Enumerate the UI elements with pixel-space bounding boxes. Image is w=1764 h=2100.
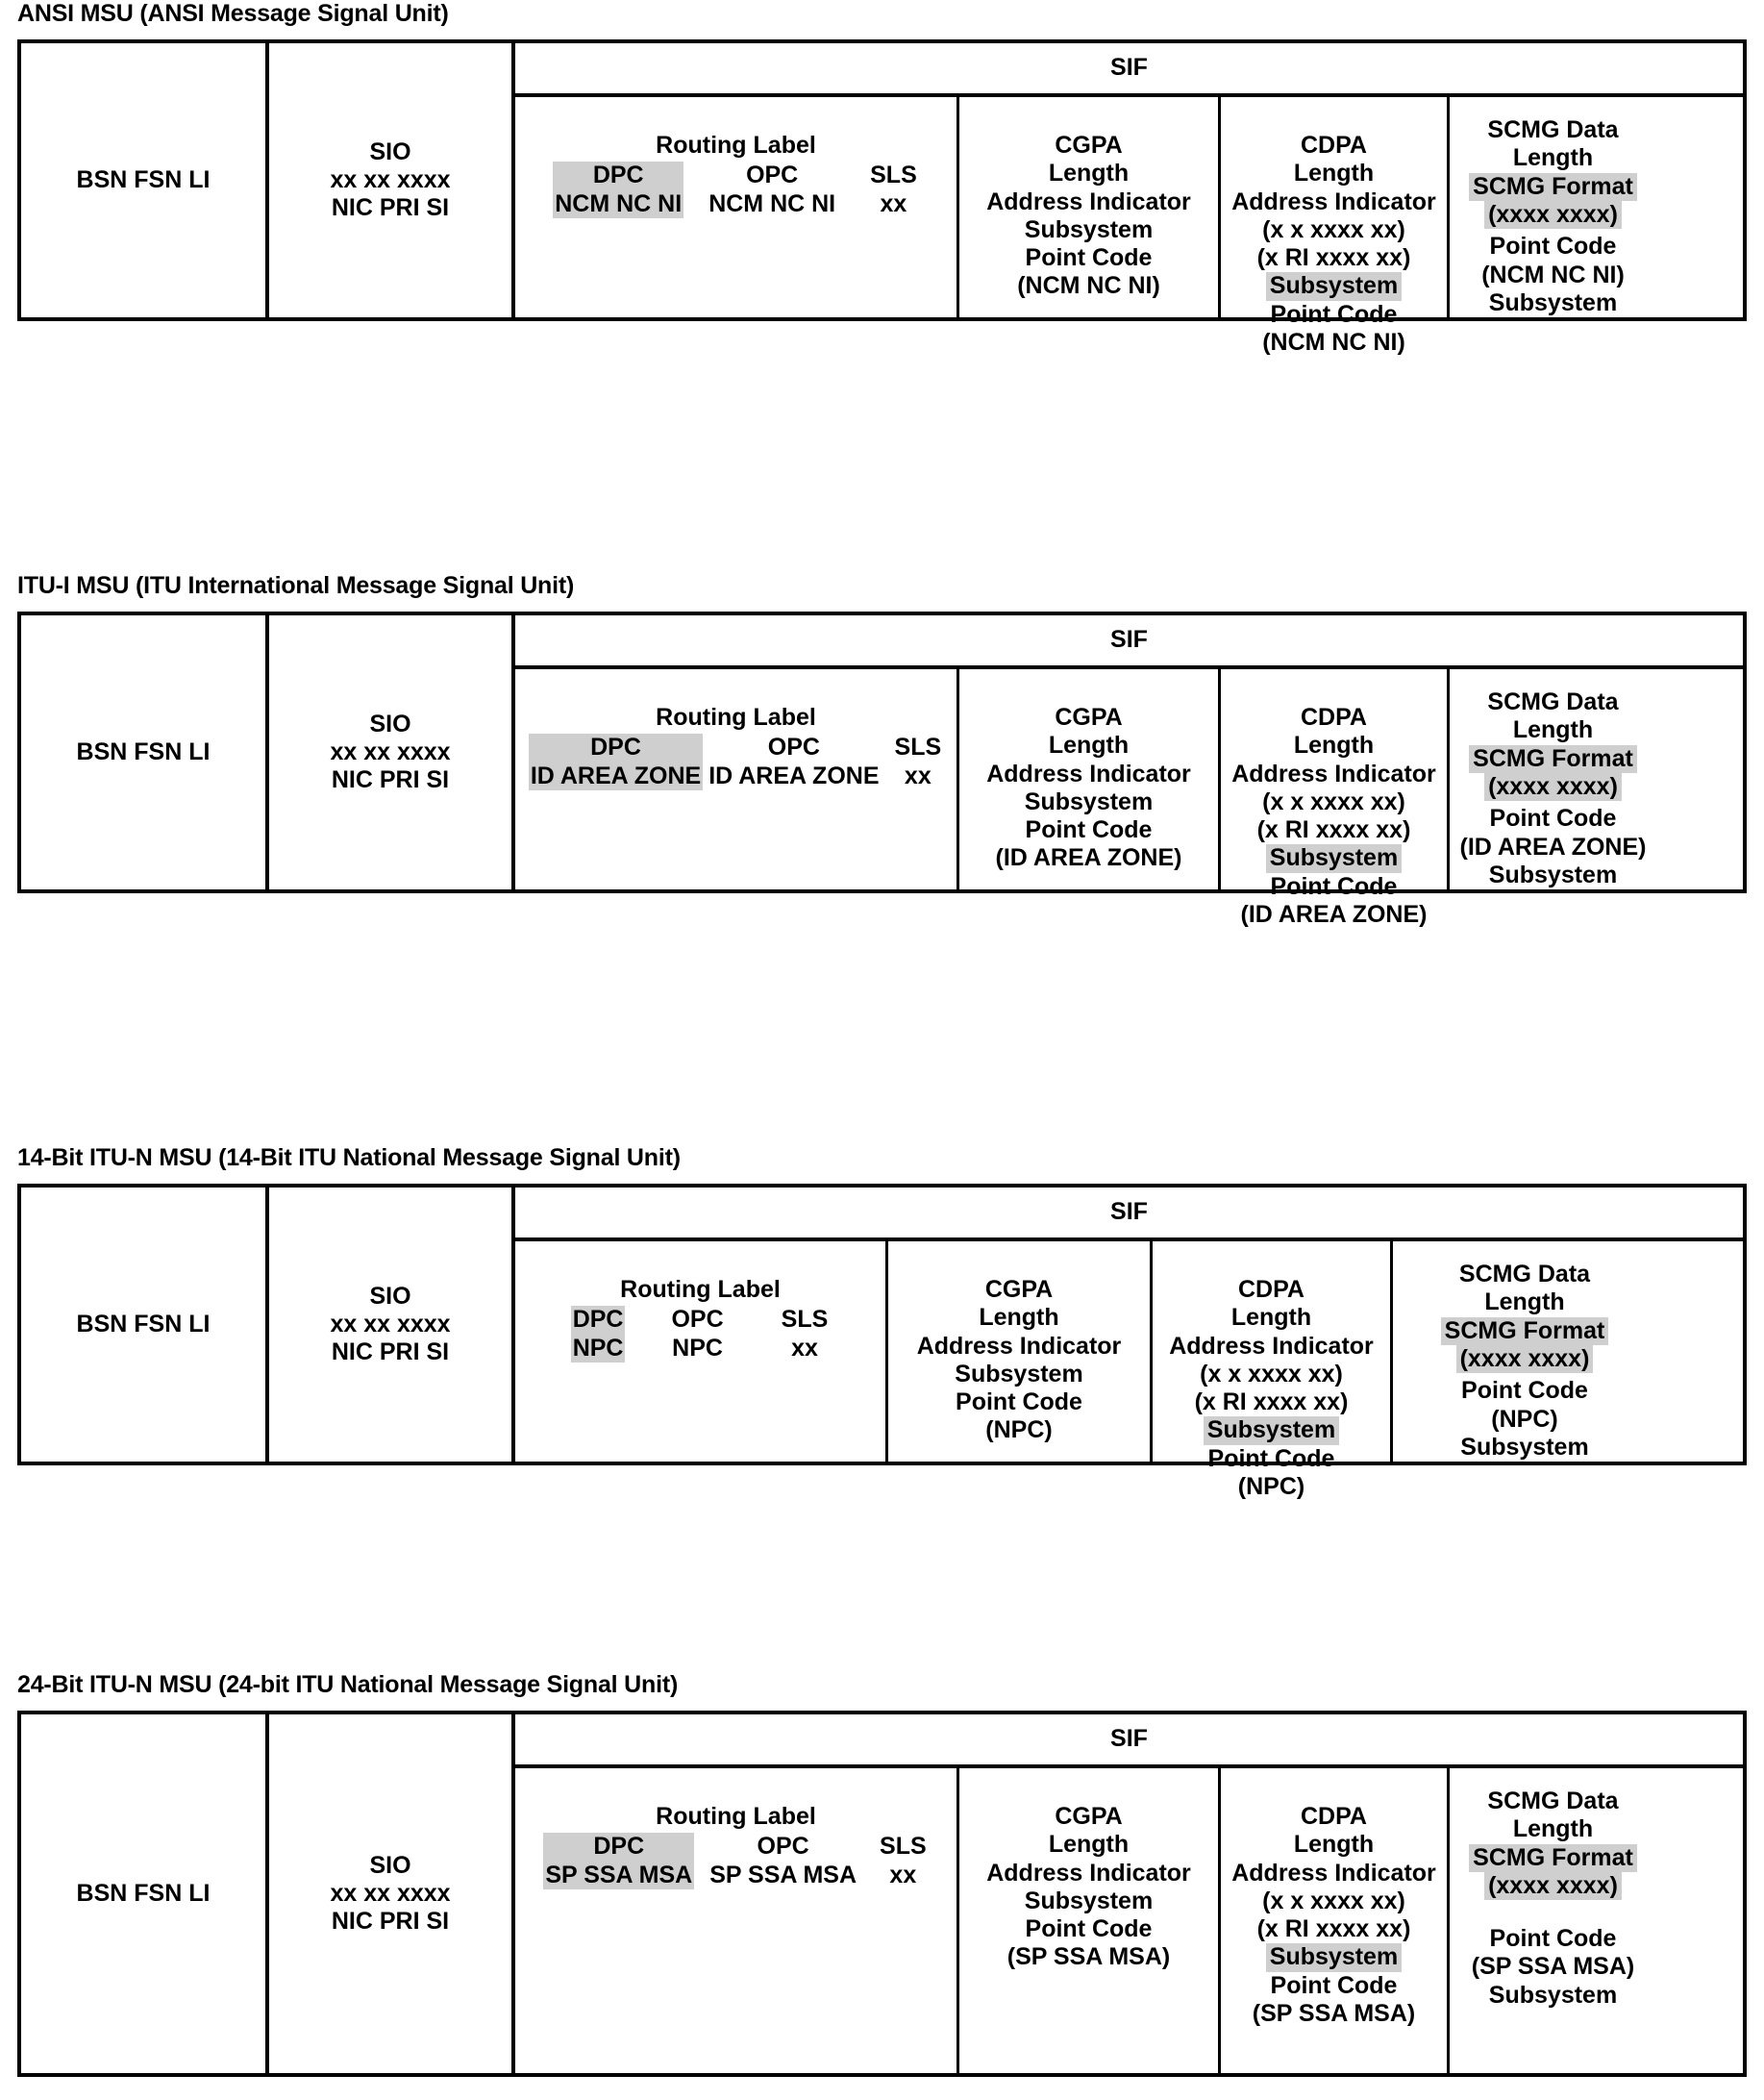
- dpc-code: NPC: [572, 1334, 624, 1362]
- sif-header: [515, 43, 1743, 97]
- scmg-format-label: SCMG Format: [1441, 1317, 1609, 1345]
- scmg-length: Length: [1512, 144, 1594, 172]
- sio-fields: NIC PRI SI: [331, 1338, 450, 1366]
- msu-block-itu-i: [17, 572, 1747, 928]
- sio-title: SIO: [369, 138, 411, 165]
- cgpa-point-code-value: (ID AREA ZONE): [995, 844, 1182, 872]
- column-bsn-fsn-li: [21, 43, 269, 317]
- sio-title: SIO: [369, 1282, 411, 1310]
- sif-header: [515, 1714, 1743, 1768]
- msu-table-itu-n-14: [17, 1184, 1747, 1500]
- cgpa-point-code: Point Code: [1025, 1915, 1153, 1942]
- cgpa-address-indicator: Address Indicator: [986, 188, 1191, 215]
- msu-block-itu-n-14: [17, 1144, 1747, 1500]
- cdpa-ai-bits-2: (x RI xxxx xx): [1194, 1388, 1349, 1415]
- msu-block-ansi: [17, 0, 1747, 356]
- scmg-point-code-value: (SP SSA MSA): [1471, 1953, 1635, 1981]
- opc-code: ID AREA ZONE: [708, 762, 880, 789]
- dpc-label: DPC: [593, 1833, 645, 1861]
- sio-fields: NIC PRI SI: [331, 1908, 450, 1936]
- sio-bits: xx xx xxxx: [330, 1879, 451, 1907]
- cgpa-subsystem: Subsystem: [1024, 788, 1154, 815]
- sio-title: SIO: [369, 1851, 411, 1879]
- sif-body: [515, 669, 1743, 928]
- cgpa-address-indicator: Address Indicator: [986, 760, 1191, 788]
- sif-body: [515, 1241, 1743, 1500]
- scmg-point-code: Point Code: [1489, 805, 1617, 833]
- cdpa-point-code-value: (NCM NC NI): [1262, 328, 1405, 356]
- scmg-subsystem: Subsystem: [1488, 288, 1618, 316]
- opc-label: OPC: [671, 1306, 724, 1334]
- scmg-subsystem: Subsystem: [1488, 1981, 1618, 2009]
- cdpa-subsystem: Subsystem: [1266, 1943, 1402, 1971]
- opc-code: NCM NC NI: [708, 189, 836, 217]
- cdpa-subsystem: Subsystem: [1266, 272, 1402, 300]
- sls-label: SLS: [781, 1306, 829, 1334]
- cgpa-length: Length: [979, 1304, 1059, 1332]
- block-title-itu-n-24: 24-Bit ITU-N MSU (24-bit ITU National Message Signal Unit): [17, 1671, 679, 1698]
- msu-table-itu-i: [17, 612, 1747, 928]
- routing-opc-group: [625, 1306, 725, 1362]
- sls-value: xx: [904, 762, 932, 789]
- sio-fields: NIC PRI SI: [331, 766, 450, 794]
- column-sio: [269, 1714, 515, 2073]
- opc-label: OPC: [746, 162, 799, 189]
- scmg-point-code-value: (NCM NC NI): [1481, 261, 1625, 288]
- sls-label: SLS: [870, 162, 917, 189]
- scmg-data-label: SCMG Data: [1487, 1788, 1619, 1814]
- dpc-label: DPC: [572, 1306, 624, 1334]
- cdpa-ai-bits-1: (x x xxxx xx): [1262, 788, 1405, 815]
- sio-bits: xx xx xxxx: [330, 1310, 451, 1338]
- cdpa-address-indicator: Address Indicator: [1169, 1332, 1374, 1360]
- routing-label-title: Routing Label: [620, 1276, 781, 1303]
- subcolumn-scmg: [1450, 669, 1656, 889]
- cdpa-ai-bits-1: (x x xxxx xx): [1200, 1360, 1343, 1388]
- routing-dpc-group: [553, 162, 683, 218]
- column-bsn-fsn-li: [21, 1188, 269, 1462]
- subcolumn-cdpa: [1221, 669, 1450, 928]
- cdpa-subsystem: Subsystem: [1266, 844, 1402, 872]
- subcolumn-routing-label: [515, 1768, 959, 2073]
- cgpa-point-code-value: (SP SSA MSA): [1006, 1943, 1171, 1971]
- cdpa-point-code: Point Code: [1270, 300, 1398, 328]
- msu-table-ansi: [17, 39, 1747, 356]
- cdpa-length: Length: [1293, 732, 1375, 760]
- cdpa-label: CDPA: [1301, 704, 1367, 731]
- cgpa-label: CGPA: [1055, 132, 1123, 159]
- cdpa-length: Length: [1293, 160, 1375, 188]
- bsn-fsn-li-label: BSN FSN LI: [76, 1879, 211, 1907]
- scmg-data-label: SCMG Data: [1487, 688, 1619, 715]
- cdpa-address-indicator: Address Indicator: [1231, 760, 1436, 788]
- dpc-label: DPC: [592, 162, 644, 189]
- sio-bits: xx xx xxxx: [330, 738, 451, 765]
- cgpa-label: CGPA: [1055, 1803, 1123, 1830]
- bsn-fsn-li-label: BSN FSN LI: [76, 738, 211, 765]
- cgpa-address-indicator: Address Indicator: [986, 1859, 1191, 1887]
- subcolumn-routing-label: [515, 97, 959, 317]
- column-sif: [515, 615, 1743, 928]
- column-sio: [269, 43, 515, 317]
- scmg-format-bits: (xxxx xxxx): [1456, 1345, 1594, 1373]
- cgpa-address-indicator: Address Indicator: [916, 1332, 1122, 1360]
- scmg-format-label: SCMG Format: [1469, 745, 1637, 773]
- scmg-subsystem: Subsystem: [1460, 1433, 1589, 1461]
- cdpa-label: CDPA: [1301, 132, 1367, 159]
- routing-opc-group: [694, 1833, 858, 1889]
- scmg-format-bits: (xxxx xxxx): [1484, 1872, 1622, 1900]
- column-bsn-fsn-li: [21, 1714, 269, 2073]
- sls-value: xx: [880, 189, 907, 217]
- sls-value: xx: [791, 1334, 818, 1362]
- column-bsn-fsn-li: [21, 615, 269, 889]
- subcolumn-cdpa: [1221, 97, 1450, 356]
- scmg-data-label: SCMG Data: [1458, 1261, 1591, 1288]
- sif-body: [515, 1768, 1743, 2073]
- sif-body: [515, 97, 1743, 356]
- cgpa-length: Length: [1048, 160, 1130, 188]
- cdpa-subsystem: Subsystem: [1204, 1416, 1339, 1444]
- subcolumn-cdpa: [1221, 1768, 1450, 2073]
- routing-dpc-group: [529, 734, 703, 790]
- column-sio: [269, 615, 515, 889]
- scmg-format-bits: (xxxx xxxx): [1484, 773, 1622, 801]
- subcolumn-cgpa: [959, 1768, 1221, 2073]
- cdpa-point-code-value: (SP SSA MSA): [1252, 1999, 1416, 2027]
- sls-label: SLS: [894, 734, 942, 762]
- subcolumn-routing-label: [515, 669, 959, 889]
- bsn-fsn-li-label: BSN FSN LI: [76, 1310, 211, 1338]
- block-title-ansi: ANSI MSU (ANSI Message Signal Unit): [17, 0, 449, 27]
- cgpa-subsystem: Subsystem: [1024, 1887, 1154, 1914]
- sif-label: SIF: [1110, 1198, 1148, 1226]
- subcolumn-cgpa: [959, 669, 1221, 889]
- scmg-point-code: Point Code: [1461, 1377, 1588, 1405]
- cgpa-label: CGPA: [984, 1276, 1054, 1303]
- msu-table-itu-n-24: [17, 1711, 1747, 2077]
- cdpa-ai-bits-1: (x x xxxx xx): [1262, 1887, 1405, 1914]
- dpc-code: SP SSA MSA: [545, 1861, 693, 1888]
- dpc-code: NCM NC NI: [555, 189, 683, 217]
- cgpa-point-code: Point Code: [1025, 244, 1153, 271]
- cdpa-ai-bits-1: (x x xxxx xx): [1262, 215, 1405, 243]
- block-title-itu-i: ITU-I MSU (ITU International Message Signal Unit): [17, 572, 575, 599]
- scmg-point-code-value: (ID AREA ZONE): [1459, 833, 1647, 861]
- subcolumn-scmg: [1393, 1241, 1656, 1462]
- cdpa-address-indicator: Address Indicator: [1231, 1859, 1436, 1887]
- routing-label-title: Routing Label: [656, 132, 816, 159]
- sif-label: SIF: [1110, 626, 1148, 654]
- cgpa-point-code-value: (NCM NC NI): [1017, 272, 1160, 300]
- sls-label: SLS: [880, 1833, 927, 1861]
- column-sif: [515, 43, 1743, 356]
- sio-title: SIO: [369, 710, 411, 738]
- cdpa-ai-bits-2: (x RI xxxx xx): [1256, 244, 1411, 271]
- scmg-format-bits: (xxxx xxxx): [1484, 201, 1622, 229]
- sif-label: SIF: [1110, 1725, 1148, 1753]
- subcolumn-cdpa: [1153, 1241, 1393, 1500]
- sif-label: SIF: [1110, 54, 1148, 82]
- column-sif: [515, 1188, 1743, 1500]
- cgpa-subsystem: Subsystem: [1024, 215, 1154, 243]
- scmg-data-label: SCMG Data: [1487, 116, 1619, 143]
- scmg-point-code-value: (NPC): [1491, 1405, 1558, 1433]
- cdpa-point-code-value: (ID AREA ZONE): [1240, 900, 1428, 928]
- column-sif: [515, 1714, 1743, 2073]
- sio-fields: NIC PRI SI: [331, 194, 450, 222]
- cgpa-point-code: Point Code: [1025, 816, 1153, 843]
- routing-opc-group: [703, 734, 881, 790]
- opc-code: SP SSA MSA: [709, 1861, 857, 1888]
- subcolumn-cgpa: [959, 97, 1221, 317]
- cgpa-point-code-value: (NPC): [985, 1416, 1053, 1444]
- subcolumn-scmg: [1450, 97, 1656, 317]
- routing-sls-group: [837, 162, 919, 218]
- cdpa-point-code: Point Code: [1270, 1971, 1398, 1999]
- bsn-fsn-li-label: BSN FSN LI: [76, 165, 211, 193]
- cgpa-length: Length: [1048, 732, 1130, 760]
- msu-block-itu-n-24: [17, 1671, 1747, 2077]
- opc-label: OPC: [767, 734, 820, 762]
- dpc-code: ID AREA ZONE: [530, 762, 702, 789]
- cgpa-point-code: Point Code: [956, 1388, 1082, 1415]
- routing-sls-group: [882, 734, 944, 790]
- cdpa-point-code-value: (NPC): [1237, 1472, 1305, 1500]
- sif-header: [515, 1188, 1743, 1241]
- cdpa-point-code: Point Code: [1270, 872, 1398, 900]
- cdpa-ai-bits-2: (x RI xxxx xx): [1256, 1915, 1411, 1942]
- sio-bits: xx xx xxxx: [330, 165, 451, 193]
- routing-opc-group: [683, 162, 837, 218]
- cgpa-length: Length: [1048, 1831, 1130, 1859]
- block-title-itu-n-14: 14-Bit ITU-N MSU (14-Bit ITU National Message Signal Unit): [17, 1144, 681, 1171]
- cdpa-label: CDPA: [1238, 1276, 1304, 1303]
- scmg-format-label: SCMG Format: [1469, 1844, 1637, 1872]
- cdpa-address-indicator: Address Indicator: [1231, 188, 1436, 215]
- scmg-length: Length: [1512, 1815, 1594, 1843]
- routing-label-title: Routing Label: [656, 1803, 816, 1830]
- scmg-length: Length: [1484, 1288, 1565, 1316]
- cgpa-label: CGPA: [1055, 704, 1123, 731]
- routing-sls-group: [858, 1833, 929, 1889]
- cdpa-length: Length: [1293, 1831, 1375, 1859]
- scmg-subsystem: Subsystem: [1488, 861, 1618, 888]
- routing-dpc-group: [571, 1306, 626, 1362]
- cdpa-point-code: Point Code: [1207, 1444, 1335, 1472]
- sls-value: xx: [889, 1861, 917, 1888]
- subcolumn-scmg: [1450, 1768, 1656, 2073]
- scmg-length: Length: [1512, 716, 1594, 744]
- routing-dpc-group: [543, 1833, 694, 1889]
- cdpa-length: Length: [1230, 1304, 1312, 1332]
- column-sio: [269, 1188, 515, 1462]
- scmg-point-code: Point Code: [1489, 233, 1617, 261]
- cdpa-ai-bits-2: (x RI xxxx xx): [1256, 816, 1411, 843]
- sif-header: [515, 615, 1743, 669]
- routing-label-title: Routing Label: [656, 704, 816, 731]
- opc-code: NPC: [672, 1334, 723, 1362]
- opc-label: OPC: [757, 1833, 809, 1861]
- cgpa-subsystem: Subsystem: [955, 1360, 1083, 1388]
- dpc-label: DPC: [590, 734, 641, 762]
- scmg-format-label: SCMG Format: [1469, 173, 1637, 201]
- cdpa-label: CDPA: [1301, 1803, 1367, 1830]
- routing-sls-group: [726, 1306, 831, 1362]
- subcolumn-cgpa: [888, 1241, 1153, 1462]
- subcolumn-routing-label: [515, 1241, 888, 1462]
- scmg-point-code: Point Code: [1489, 1925, 1617, 1952]
